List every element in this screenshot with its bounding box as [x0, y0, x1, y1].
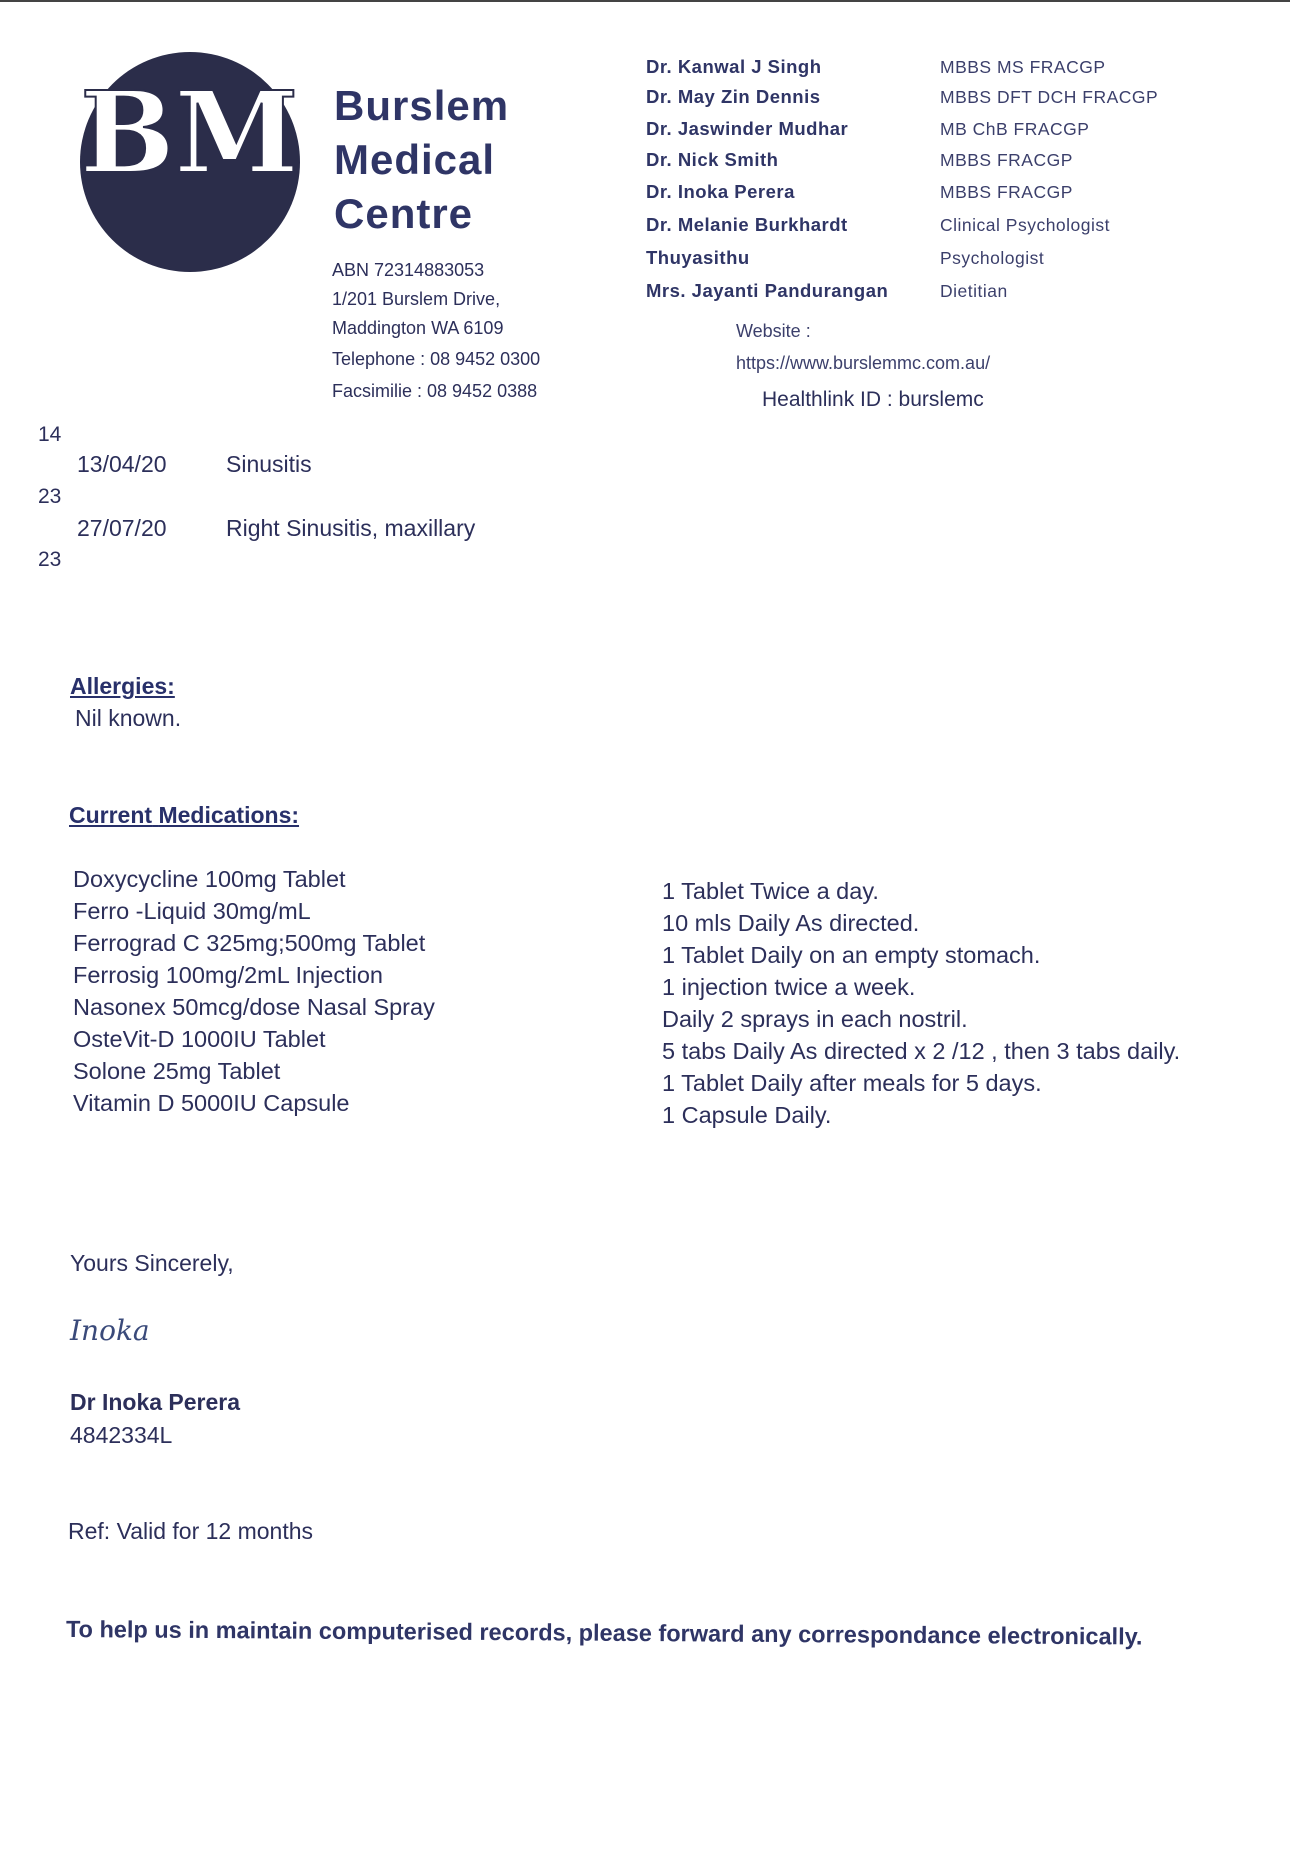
allergies-value: Nil known. [75, 705, 182, 731]
medication-dose: 1 Tablet Daily on an empty stomach. [662, 942, 1041, 968]
address-line-1: 1/201 Burslem Drive, [332, 289, 501, 309]
medications-heading [69, 802, 299, 829]
medication-dose: 1 Tablet Daily after meals for 5 days. [662, 1070, 1042, 1096]
staff-name: Dr. Nick Smith [646, 149, 779, 170]
history-date: 13/04/20 [77, 451, 167, 477]
staff-qualification: Clinical Psychologist [940, 215, 1111, 235]
staff-name: Thuyasithu [646, 247, 750, 268]
salutation: Yours Sincerely, [70, 1250, 234, 1276]
history-condition: Sinusitis [226, 451, 312, 477]
medication-dose: 1 Tablet Twice a day. [662, 878, 879, 904]
staff-name: Dr. May Zin Dennis [646, 86, 821, 107]
website-label: Website : [736, 321, 811, 341]
medication-name: Ferro -Liquid 30mg/mL [73, 898, 311, 924]
staff-name: Dr. Jaswinder Mudhar [646, 118, 849, 139]
doctor-name: Dr Inoka Perera [70, 1389, 241, 1415]
brand-line-3: Centre [334, 190, 474, 237]
staff-qualification: MB ChB FRACGP [940, 119, 1090, 139]
medication-name: Vitamin D 5000IU Capsule [73, 1090, 350, 1116]
address-line-2: Maddington WA 6109 [332, 318, 504, 338]
medication-dose: 5 tabs Daily As directed x 2 /12 , then 3 tabs daily. [662, 1038, 1181, 1064]
allergies-heading: Allergies: [70, 673, 175, 699]
bm-logo [76, 44, 304, 280]
history-marker: 23 [38, 485, 62, 508]
staff-name: Mrs. Jayanti Pandurangan [646, 280, 889, 301]
staff-name: Dr. Kanwal J Singh [646, 56, 822, 77]
staff-qualification: MBBS DFT DCH FRACGP [940, 87, 1159, 107]
medication-dose: 10 mls Daily As directed. [662, 910, 920, 936]
medication-name: Doxycycline 100mg Tablet [73, 866, 346, 892]
abn: ABN 72314883053 [332, 260, 485, 280]
medication-dose: 1 injection twice a week. [662, 974, 916, 1000]
logo-b-letter: BM [80, 68, 299, 199]
telephone: Telephone : 08 9452 0300 [332, 349, 541, 369]
staff-qualification: Dietitian [940, 281, 1008, 301]
reference-note: Ref: Valid for 12 months [68, 1518, 314, 1544]
history-marker: 14 [38, 423, 62, 446]
top-border-line [0, 0, 1290, 2]
staff-qualification: MBBS FRACGP [940, 182, 1073, 202]
facsimile: Facsimilie : 08 9452 0388 [332, 381, 538, 401]
medications-heading-part-2: Medications: [158, 802, 300, 828]
brand-line-1: Burslem [334, 82, 510, 129]
medication-name: Solone 25mg Tablet [73, 1058, 281, 1084]
medication-dose: 1 Capsule Daily. [662, 1102, 832, 1128]
staff-name: Dr. Melanie Burkhardt [646, 214, 848, 235]
provider-number: 4842334L [70, 1422, 173, 1448]
medication-dose: Daily 2 sprays in each nostril. [662, 1006, 968, 1032]
handwritten-signature: Inoka [70, 1314, 150, 1347]
healthlink-id: Healthlink ID : burslemc [762, 388, 984, 411]
medication-name: OsteVit-D 1000IU Tablet [73, 1026, 326, 1052]
medication-name: Ferrosig 100mg/2mL Injection [73, 962, 383, 988]
staff-qualification: Psychologist [940, 248, 1045, 268]
history-marker: 23 [38, 548, 62, 571]
staff-qualification: MBBS MS FRACGP [940, 57, 1106, 77]
medication-name: Nasonex 50mcg/dose Nasal Spray [73, 994, 435, 1020]
staff-qualification: MBBS FRACGP [940, 150, 1073, 170]
medications-heading-part-1: Current [69, 802, 153, 828]
staff-name: Dr. Inoka Perera [646, 181, 795, 202]
footer-note: To help us in maintain computerised records, please forward any correspondance electronically. [65, 1616, 1143, 1650]
brand-line-2: Medical [334, 136, 496, 183]
history-date: 27/07/20 [77, 515, 167, 541]
medication-name: Ferrograd C 325mg;500mg Tablet [73, 930, 426, 956]
history-condition: Right Sinusitis, maxillary [226, 515, 476, 541]
website-url[interactable]: https://www.burslemmc.com.au/ [736, 353, 991, 373]
